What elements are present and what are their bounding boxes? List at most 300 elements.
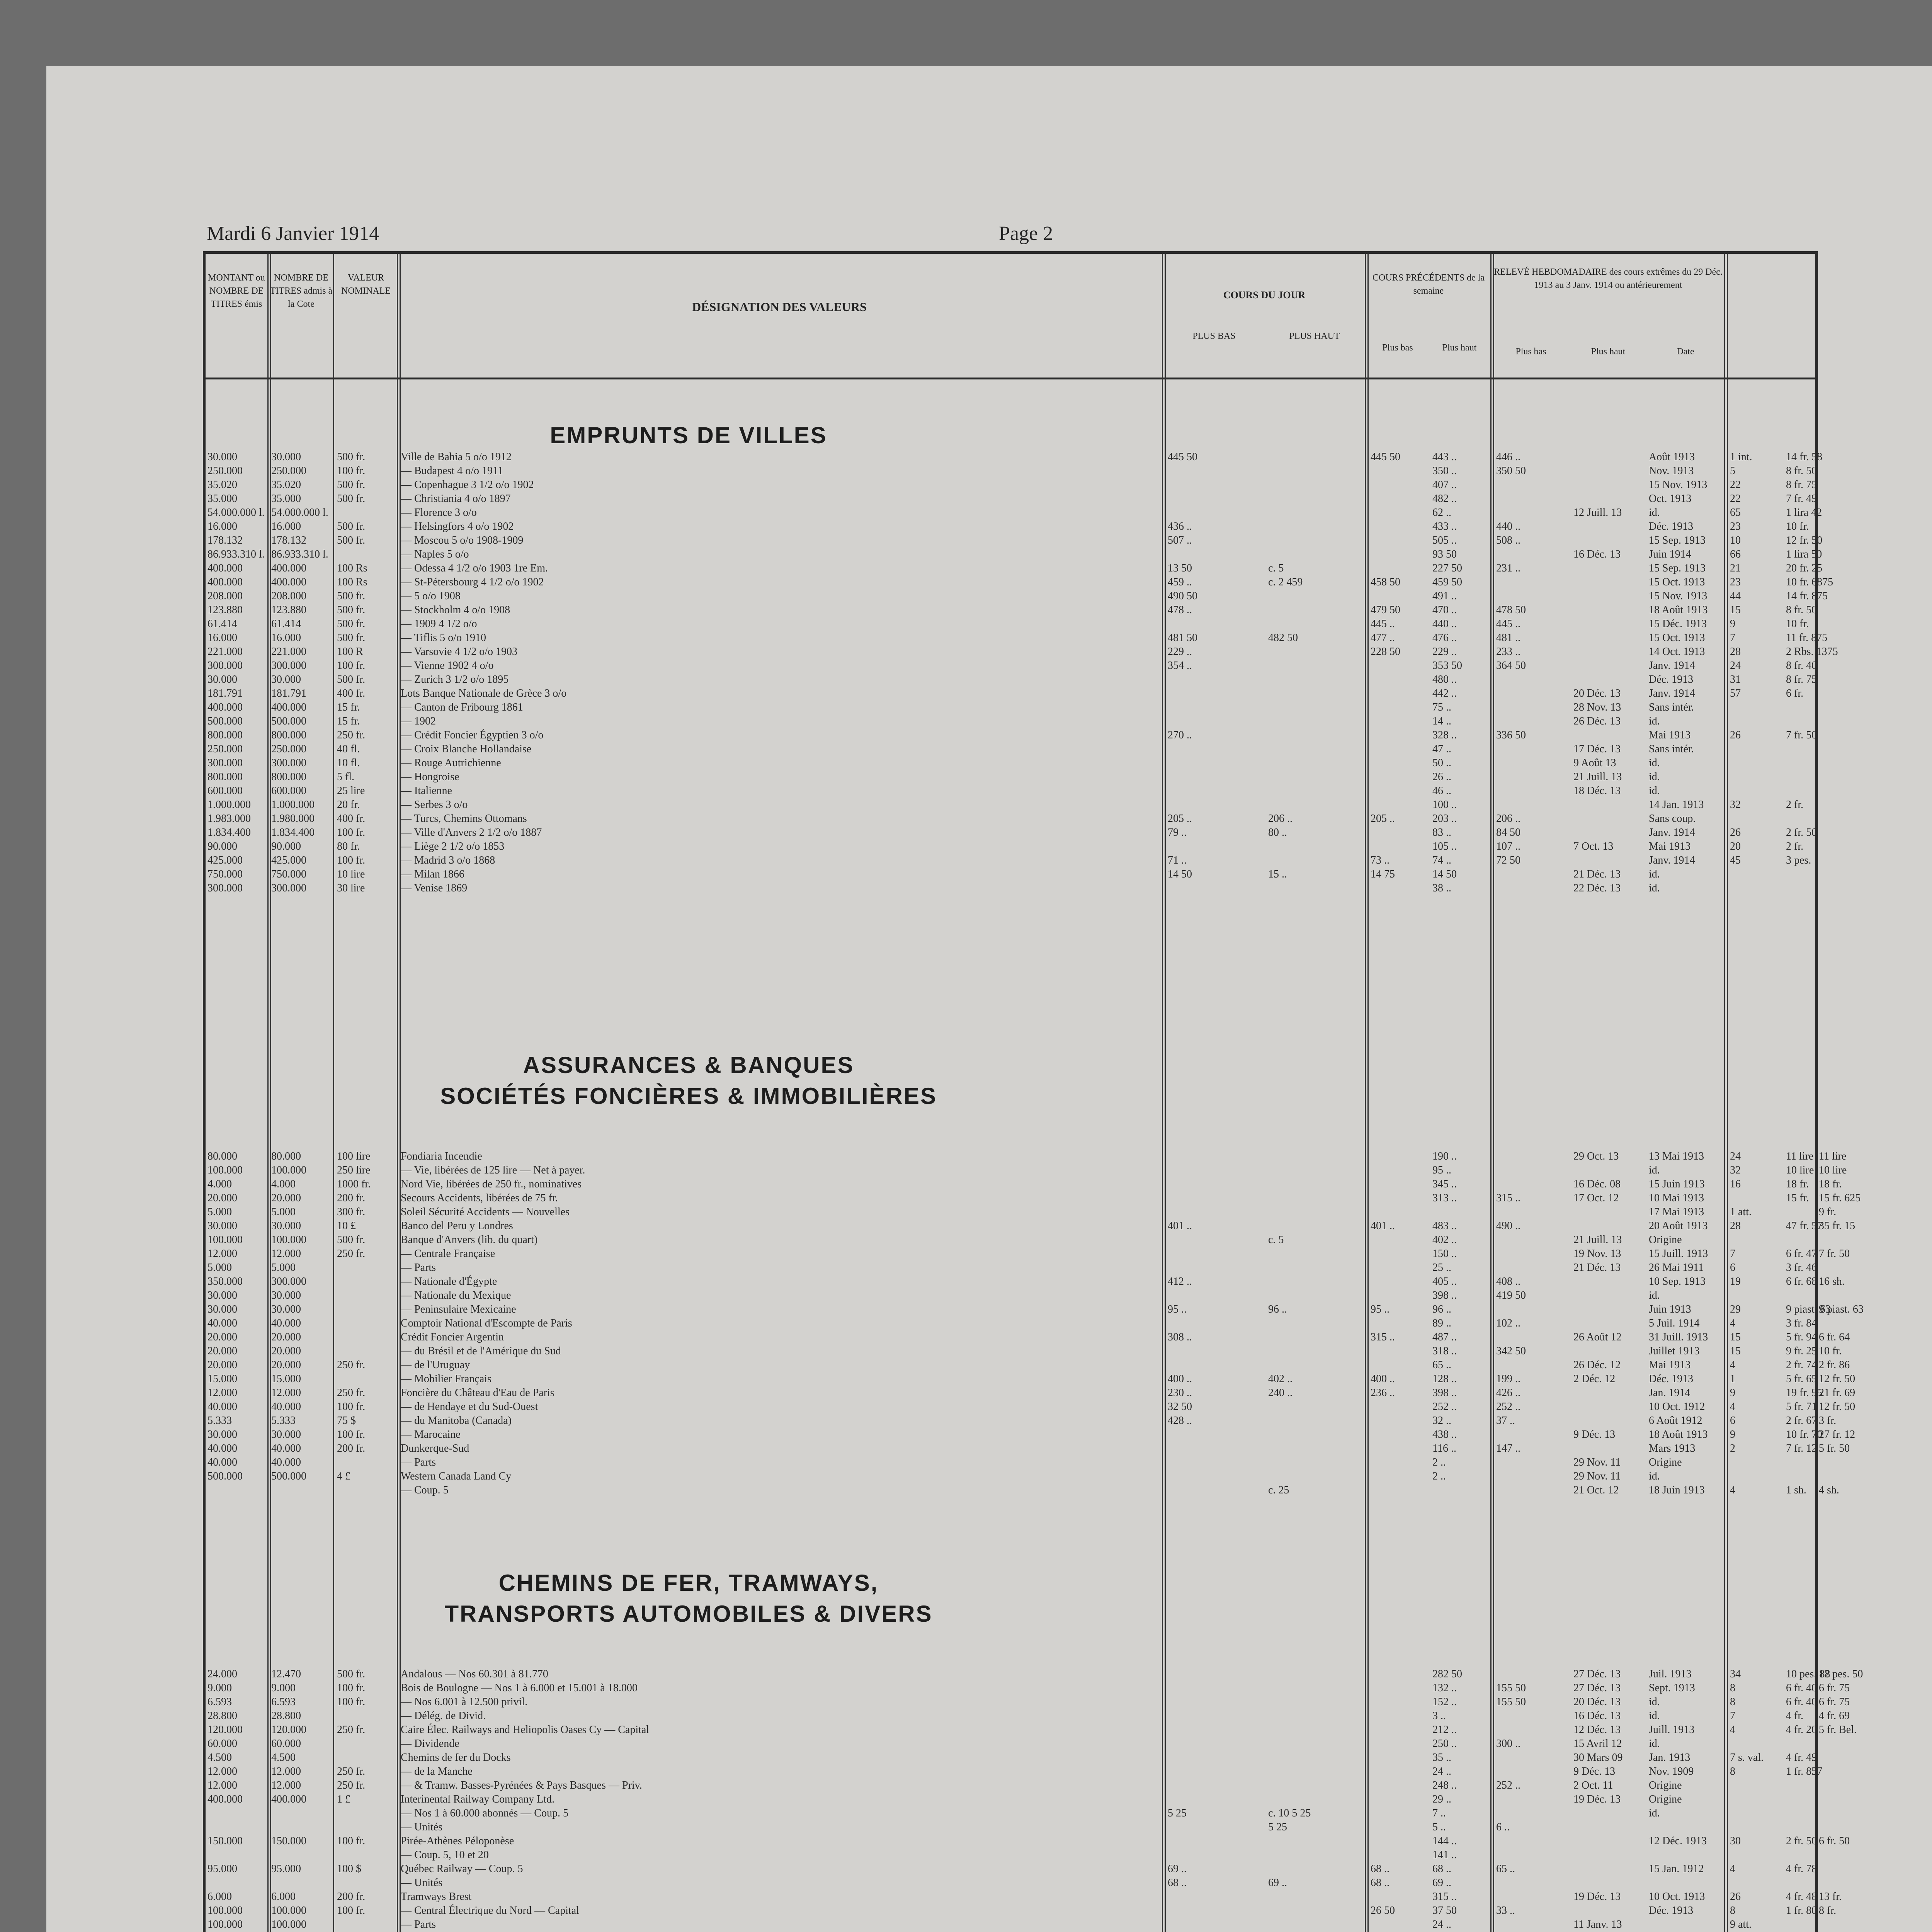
cell-coupon-montant: 15 fr. 625 — [1819, 1192, 1861, 1204]
cell-designation: Lots Banque Nationale de Grèce 3 o/o — [401, 687, 567, 699]
cell-montant: 400.000 — [207, 562, 243, 574]
cell-montant: 425.000 — [207, 854, 243, 866]
cell-prec-haut: 5 .. — [1432, 1821, 1446, 1833]
cell-plus-bas: 308 .. — [1168, 1331, 1192, 1343]
cell-montant: 4.000 — [207, 1178, 232, 1190]
cell-prec-haut: 75 .. — [1432, 701, 1451, 713]
cell-designation: — Moscou 5 o/o 1908-1909 — [401, 534, 524, 546]
cell-coupon-date: 22 — [1730, 493, 1741, 505]
cell-rel-bas: 446 .. — [1496, 451, 1520, 463]
cell-designation: — Central Électrique du Nord — Capital — [401, 1905, 579, 1917]
cell-prec-bas: 68 .. — [1371, 1877, 1389, 1889]
cell-rel-bas: 107 .. — [1496, 840, 1520, 852]
cell-designation: Fondiaria Incendie — [401, 1150, 482, 1162]
cell-designation: — Vie, libérées de 125 lire — Net à payer. — [401, 1164, 585, 1176]
cell-rel-date: Jan. 1913 — [1649, 1752, 1690, 1764]
cell-coupon-date: 1 — [1730, 1373, 1735, 1385]
cell-rel-bas: 147 .. — [1496, 1442, 1520, 1454]
cell-prec-haut: 250 .. — [1432, 1738, 1457, 1750]
cell-nombre: 1.980.000 — [271, 813, 315, 825]
cell-nombre: 12.000 — [271, 1248, 301, 1260]
cell-coupon-no: 47 fr. 57 — [1786, 1220, 1823, 1232]
cell-valeur: 250 fr. — [337, 1359, 366, 1371]
cell-rel-date: id. — [1649, 757, 1660, 769]
cell-montant: 20.000 — [207, 1359, 237, 1371]
cell-montant: 20.000 — [207, 1345, 237, 1357]
cell-nombre: 30.000 — [271, 451, 301, 463]
cell-designation: — Zurich 3 1/2 o/o 1895 — [401, 673, 509, 685]
cell-valeur: 75 $ — [337, 1415, 356, 1427]
cell-montant: 30.000 — [207, 451, 237, 463]
cell-nombre: 61.414 — [271, 618, 301, 630]
cell-prec-haut: 7 .. — [1432, 1807, 1446, 1819]
cell-prec-haut: 74 .. — [1432, 854, 1451, 866]
cell-plus-haut: 80 .. — [1268, 827, 1287, 838]
cell-coupon-no: 4 fr. 78 — [1786, 1863, 1817, 1875]
cell-montant: 1.000.000 — [207, 799, 251, 811]
cell-coupon-date: 32 — [1730, 799, 1741, 811]
col-divider — [1365, 254, 1369, 1932]
cell-rel-date: 18 Août 1913 — [1649, 1429, 1708, 1440]
cell-nombre: 1.834.400 — [271, 827, 315, 838]
cell-coupon-no: 7 fr. 50 — [1786, 729, 1817, 741]
cell-prec-haut: 476 .. — [1432, 632, 1457, 644]
cell-designation: Ville de Bahia 5 o/o 1912 — [401, 451, 512, 463]
cell-plus-bas: 400 .. — [1168, 1373, 1192, 1385]
cell-coupon-no: 14 fr. 58 — [1786, 451, 1823, 463]
cell-coupon-no: 15 fr. — [1786, 1192, 1809, 1204]
cell-valeur: 100 fr. — [337, 1682, 366, 1694]
cell-montant: 30.000 — [207, 1303, 237, 1315]
cell-rel-haut: 12 Déc. 13 — [1573, 1724, 1621, 1736]
cell-nombre: 28.800 — [271, 1710, 301, 1722]
cell-coupon-date: 65 — [1730, 507, 1741, 519]
cell-coupon-montant: 6 fr. 50 — [1819, 1835, 1850, 1847]
cell-prec-haut: 487 .. — [1432, 1331, 1457, 1343]
cell-nombre: 6.593 — [271, 1696, 296, 1708]
cell-coupon-date: 4 — [1730, 1359, 1735, 1371]
cell-montant: 120.000 — [207, 1724, 243, 1736]
cell-prec-haut: 29 .. — [1432, 1793, 1451, 1805]
cell-plus-haut: c. 25 — [1268, 1484, 1289, 1496]
cell-prec-haut: 350 .. — [1432, 465, 1457, 477]
cell-coupon-date: 30 — [1730, 1835, 1741, 1847]
cell-prec-bas: 73 .. — [1371, 854, 1389, 866]
cell-rel-bas: 490 .. — [1496, 1220, 1520, 1232]
cell-nombre: 400.000 — [271, 562, 306, 574]
cell-plus-haut: 482 50 — [1268, 632, 1298, 644]
cell-coupon-no: 1 sh. — [1786, 1484, 1806, 1496]
cell-montant: 30.000 — [207, 1220, 237, 1232]
cell-prec-bas: 205 .. — [1371, 813, 1395, 825]
cell-coupon-no: 3 fr. 84 — [1786, 1317, 1817, 1329]
cell-valeur: 250 fr. — [337, 1724, 366, 1736]
cell-coupon-date: 6 — [1730, 1262, 1735, 1274]
cell-rel-bas: 37 .. — [1496, 1415, 1515, 1427]
cell-coupon-date: 6 — [1730, 1415, 1735, 1427]
cell-montant: 1.834.400 — [207, 827, 251, 838]
cell-montant: 400.000 — [207, 701, 243, 713]
cell-prec-haut: 459 50 — [1432, 576, 1462, 588]
cell-rel-date: 15 Juin 1913 — [1649, 1178, 1705, 1190]
cell-prec-bas: 14 75 — [1371, 868, 1395, 880]
cell-valeur: 250 fr. — [337, 1765, 366, 1777]
cell-rel-date: Oct. 1913 — [1649, 493, 1692, 505]
cell-nombre: 20.000 — [271, 1359, 301, 1371]
cell-nombre: 181.791 — [271, 687, 306, 699]
cell-prec-haut: 95 .. — [1432, 1164, 1451, 1176]
section-title-banques-1: ASSURANCES & BANQUES — [523, 1052, 854, 1078]
cell-rel-bas: 315 .. — [1496, 1192, 1520, 1204]
cell-designation: Caire Élec. Railways and Heliopolis Oases Cy — Capital — [401, 1724, 650, 1736]
cell-prec-haut: 282 50 — [1432, 1668, 1462, 1680]
cell-coupon-no: 6 fr. — [1786, 687, 1804, 699]
cell-coupon-date: 5 — [1730, 465, 1735, 477]
cell-valeur: 1000 fr. — [337, 1178, 371, 1190]
cell-prec-haut: 398 .. — [1432, 1289, 1457, 1301]
cell-designation: Western Canada Land Cy — [401, 1470, 512, 1482]
cell-nombre: 20.000 — [271, 1192, 301, 1204]
cell-rel-haut: 20 Déc. 13 — [1573, 1696, 1621, 1708]
cell-prec-haut: 398 .. — [1432, 1387, 1457, 1399]
cell-valeur: 100 lire — [337, 1150, 371, 1162]
cell-rel-haut: 16 Déc. 08 — [1573, 1178, 1621, 1190]
cell-montant: 20.000 — [207, 1192, 237, 1204]
cell-designation: — Croix Blanche Hollandaise — [401, 743, 532, 755]
cell-rel-date: Jan. 1914 — [1649, 1387, 1690, 1399]
cell-prec-haut: 25 .. — [1432, 1262, 1451, 1274]
cell-nombre: 250.000 — [271, 743, 306, 755]
cell-plus-bas: 490 50 — [1168, 590, 1197, 602]
cell-prec-haut: 37 50 — [1432, 1905, 1457, 1917]
cell-coupon-date: 22 — [1730, 479, 1741, 491]
cell-nombre: 9.000 — [271, 1682, 296, 1694]
cell-designation: — Odessa 4 1/2 o/o 1903 1re Em. — [401, 562, 548, 574]
cell-rel-date: Mars 1913 — [1649, 1442, 1696, 1454]
cell-prec-bas: 458 50 — [1371, 576, 1400, 588]
cell-coupon-no: 6 fr. 40 — [1786, 1696, 1817, 1708]
cell-coupon-no: 9 piast. 63 — [1786, 1303, 1831, 1315]
cell-prec-haut: 144 .. — [1432, 1835, 1457, 1847]
cell-valeur: 10 fl. — [337, 757, 360, 769]
cell-coupon-date: 20 — [1730, 840, 1741, 852]
cell-nombre: 40.000 — [271, 1442, 301, 1454]
cell-rel-date: Origine — [1649, 1779, 1682, 1791]
cell-designation: — de la Manche — [401, 1765, 473, 1777]
cell-coupon-date: 23 — [1730, 576, 1741, 588]
cell-coupon-date: 8 — [1730, 1765, 1735, 1777]
cell-coupon-montant: 6 fr. 75 — [1819, 1682, 1850, 1694]
cell-coupon-date: 15 — [1730, 1331, 1741, 1343]
cell-montant: 24.000 — [207, 1668, 237, 1680]
cell-coupon-montant: 10 lire — [1819, 1164, 1847, 1176]
cell-designation: — Unités — [401, 1821, 443, 1833]
cell-coupon-no: 2 fr. 50 — [1786, 827, 1817, 838]
cell-designation: — Italienne — [401, 785, 452, 797]
cell-prec-haut: 315 .. — [1432, 1891, 1457, 1903]
cell-montant: 150.000 — [207, 1835, 243, 1847]
cell-rel-date: id. — [1649, 1710, 1660, 1722]
cell-rel-haut: 9 Déc. 13 — [1573, 1765, 1616, 1777]
cell-coupon-no: 3 pes. — [1786, 854, 1811, 866]
issue-date: Mardi 6 Janvier 1914 — [207, 223, 379, 245]
cell-designation: — Ville d'Anvers 2 1/2 o/o 1887 — [401, 827, 542, 838]
cell-valeur: 250 fr. — [337, 1248, 366, 1260]
cell-valeur: 250 lire — [337, 1164, 371, 1176]
cell-valeur: 100 fr. — [337, 1696, 366, 1708]
cell-rel-date: 31 Juill. 1913 — [1649, 1331, 1708, 1343]
cell-montant: 9.000 — [207, 1682, 232, 1694]
cell-coupon-no: 10 fr. 70 — [1786, 1429, 1823, 1440]
cell-rel-bas: 445 .. — [1496, 618, 1520, 630]
cell-prec-haut: 14 50 — [1432, 868, 1457, 880]
cell-montant: 4.500 — [207, 1752, 232, 1764]
cell-coupon-no: 8 fr. 50 — [1786, 604, 1817, 616]
cell-coupon-date: 66 — [1730, 548, 1741, 560]
cell-designation: — Unités — [401, 1877, 443, 1889]
cell-coupon-no: 4 fr. 20 — [1786, 1724, 1817, 1736]
cell-designation: — Parts — [401, 1456, 436, 1468]
cell-rel-bas: 350 50 — [1496, 465, 1526, 477]
cell-nombre: 16.000 — [271, 632, 301, 644]
cell-plus-bas: 32 50 — [1168, 1401, 1192, 1413]
cell-coupon-no: 10 fr. — [1786, 520, 1809, 532]
cell-valeur: 100 fr. — [337, 1401, 366, 1413]
cell-rel-bas: 102 .. — [1496, 1317, 1520, 1329]
cell-nombre: 123.880 — [271, 604, 306, 616]
cell-coupon-no: 7 fr. 12 — [1786, 1442, 1817, 1454]
cell-rel-date: Origine — [1649, 1234, 1682, 1246]
cell-montant: 16.000 — [207, 520, 237, 532]
cell-montant: 5.000 — [207, 1206, 232, 1218]
cell-rel-bas: 206 .. — [1496, 813, 1520, 825]
cell-plus-bas: 401 .. — [1168, 1220, 1192, 1232]
cell-plus-bas: 205 .. — [1168, 813, 1192, 825]
cell-montant: 178.132 — [207, 534, 243, 546]
cell-valeur: 100 fr. — [337, 465, 366, 477]
cell-prec-haut: 100 .. — [1432, 799, 1457, 811]
cell-valeur: 100 $ — [337, 1863, 361, 1875]
cell-nombre: 12.000 — [271, 1779, 301, 1791]
cell-prec-haut: 62 .. — [1432, 507, 1451, 519]
cell-rel-bas: 33 .. — [1496, 1905, 1515, 1917]
cell-prec-haut: 470 .. — [1432, 604, 1457, 616]
cell-plus-haut: 206 .. — [1268, 813, 1293, 825]
cell-nombre: 20.000 — [271, 1345, 301, 1357]
cell-nombre: 250.000 — [271, 465, 306, 477]
cell-plus-bas: 354 .. — [1168, 660, 1192, 672]
cell-valeur: 250 fr. — [337, 1387, 366, 1399]
cell-plus-bas: 459 .. — [1168, 576, 1192, 588]
cell-rel-haut: 11 Janv. 13 — [1573, 1918, 1622, 1930]
cell-montant: 30.000 — [207, 673, 237, 685]
cell-plus-haut: c. 2 459 — [1268, 576, 1303, 588]
cell-coupon-date: 8 — [1730, 1696, 1735, 1708]
cell-designation: — de l'Uruguay — [401, 1359, 470, 1371]
cell-montant: 35.000 — [207, 493, 237, 505]
cell-coupon-no: 7 fr. 49 — [1786, 493, 1817, 505]
cell-designation: — Nationale du Mexique — [401, 1289, 511, 1301]
cell-coupon-date: 19 — [1730, 1276, 1741, 1287]
cell-rel-date: id. — [1649, 1738, 1660, 1750]
cell-nombre: 208.000 — [271, 590, 306, 602]
cell-coupon-montant: 5 fr. 50 — [1819, 1442, 1850, 1454]
col-valeur: VALEUR NOMINALE — [341, 273, 391, 296]
cell-prec-haut: 505 .. — [1432, 534, 1457, 546]
col-releve: RELEVÉ HEBDOMADAIRE des cours extrêmes du 29 Déc. 1913 au 3 Janv. 1914 ou antérieurement — [1494, 267, 1723, 290]
cell-montant: 208.000 — [207, 590, 243, 602]
cell-montant: 35.020 — [207, 479, 237, 491]
cell-coupon-date: 4 — [1730, 1317, 1735, 1329]
cell-rel-bas: 508 .. — [1496, 534, 1520, 546]
cell-prec-haut: 407 .. — [1432, 479, 1457, 491]
cell-rel-date: id. — [1649, 715, 1660, 727]
cell-valeur: 500 fr. — [337, 451, 366, 463]
cell-valeur: 100 fr. — [337, 660, 366, 672]
cell-montant: 5.000 — [207, 1262, 232, 1274]
cell-plus-bas: 79 .. — [1168, 827, 1187, 838]
cell-prec-bas: 401 .. — [1371, 1220, 1395, 1232]
cell-rel-date: Juin 1914 — [1649, 548, 1691, 560]
cell-montant: 100.000 — [207, 1905, 243, 1917]
cell-prec-haut: 38 .. — [1432, 882, 1451, 894]
cell-valeur: 80 fr. — [337, 840, 360, 852]
cell-rel-haut: 22 Déc. 13 — [1573, 882, 1621, 894]
cell-prec-haut: 491 .. — [1432, 590, 1457, 602]
cell-designation: — Budapest 4 o/o 1911 — [401, 465, 503, 477]
cell-designation: — Madrid 3 o/o 1868 — [401, 854, 495, 866]
cell-rel-date: id. — [1649, 868, 1660, 880]
cell-nombre: 150.000 — [271, 1835, 306, 1847]
cell-montant: 90.000 — [207, 840, 237, 852]
cell-rel-haut: 2 Déc. 12 — [1573, 1373, 1616, 1385]
cell-coupon-no: 2 Rbs. 1375 — [1786, 646, 1838, 658]
section-title-chemins-2: TRANSPORTS AUTOMOBILES & DIVERS — [444, 1601, 933, 1627]
cell-prec-haut: 318 .. — [1432, 1345, 1457, 1357]
cell-coupon-montant: 5 fr. Bel. — [1819, 1724, 1857, 1736]
cell-rel-date: 15 Jan. 1912 — [1649, 1863, 1704, 1875]
cell-valeur: 100 fr. — [337, 1835, 366, 1847]
cell-prec-haut: 328 .. — [1432, 729, 1457, 741]
cell-coupon-no: 20 fr. 25 — [1786, 562, 1823, 574]
cell-rel-date: id. — [1649, 1289, 1660, 1301]
cell-prec-haut: 405 .. — [1432, 1276, 1457, 1287]
cell-coupon-montant: 18 fr. — [1819, 1178, 1842, 1190]
cell-designation: — Parts — [401, 1262, 436, 1274]
cell-rel-bas: 65 .. — [1496, 1863, 1515, 1875]
cell-rel-date: 14 Oct. 1913 — [1649, 646, 1705, 658]
cell-coupon-date: 2 — [1730, 1442, 1735, 1454]
cell-montant: 86.933.310 l. — [207, 548, 265, 560]
cell-nombre: 100.000 — [271, 1918, 306, 1930]
cell-nombre: 12.470 — [271, 1668, 301, 1680]
cell-valeur: 10 £ — [337, 1220, 356, 1232]
cell-coupon-date: 16 — [1730, 1178, 1741, 1190]
cell-nombre: 15.000 — [271, 1373, 301, 1385]
cell-montant: 5.333 — [207, 1415, 232, 1427]
cell-plus-haut: c. 5 — [1268, 562, 1284, 574]
cell-plus-bas: 478 .. — [1168, 604, 1192, 616]
col-cours-jour: COURS DU JOUR — [1223, 289, 1306, 301]
cell-nombre: 12.000 — [271, 1387, 301, 1399]
cell-coupon-no: 2 fr. 67 — [1786, 1415, 1817, 1427]
cell-rel-bas: 440 .. — [1496, 520, 1520, 532]
cell-prec-haut: 141 .. — [1432, 1849, 1457, 1861]
cell-montant: 6.000 — [207, 1891, 232, 1903]
cell-prec-haut: 2 .. — [1432, 1470, 1446, 1482]
col-plus-bas: PLUS BAS — [1192, 331, 1236, 341]
cell-rel-date: 13 Mai 1913 — [1649, 1150, 1704, 1162]
cell-coupon-date: 15 — [1730, 1345, 1741, 1357]
cell-montant: 20.000 — [207, 1331, 237, 1343]
cell-nombre: 100.000 — [271, 1905, 306, 1917]
cell-coupon-date: 24 — [1730, 1150, 1741, 1162]
cell-designation: — 1902 — [401, 715, 436, 727]
cell-rel-date: Mai 1913 — [1649, 840, 1691, 852]
cell-montant: 300.000 — [207, 882, 243, 894]
cell-valeur: 100 Rs — [337, 576, 367, 588]
cell-prec-haut: 190 .. — [1432, 1150, 1457, 1162]
cell-plus-bas: 71 .. — [1168, 854, 1187, 866]
cell-nombre: 12.000 — [271, 1765, 301, 1777]
cell-prec-haut: 132 .. — [1432, 1682, 1457, 1694]
cell-rel-haut: 12 Juill. 13 — [1573, 507, 1622, 519]
cell-rel-date: 6 Août 1912 — [1649, 1415, 1702, 1427]
cell-valeur: 500 fr. — [337, 618, 366, 630]
cell-prec-haut: 345 .. — [1432, 1178, 1457, 1190]
cell-coupon-montant: 12 pes. 50 — [1819, 1668, 1863, 1680]
cell-coupon-no: 6 fr. 47 — [1786, 1248, 1817, 1260]
cell-rel-haut: 9 Août 13 — [1573, 757, 1616, 769]
cell-rel-date: id. — [1649, 771, 1660, 783]
cell-nombre: 30.000 — [271, 1429, 301, 1440]
cell-rel-haut: 16 Déc. 13 — [1573, 548, 1621, 560]
cell-prec-bas: 315 .. — [1371, 1331, 1395, 1343]
cell-rel-date: Sans coup. — [1649, 813, 1696, 825]
cell-rel-date: Déc. 1913 — [1649, 673, 1694, 685]
cell-rel-date: 14 Jan. 1913 — [1649, 799, 1704, 811]
cell-montant: 400.000 — [207, 576, 243, 588]
cell-coupon-date: 57 — [1730, 687, 1741, 699]
cell-coupon-date: 32 — [1730, 1164, 1741, 1176]
cell-nombre: 221.000 — [271, 646, 306, 658]
cell-montant: 40.000 — [207, 1456, 237, 1468]
cell-montant: 30.000 — [207, 1289, 237, 1301]
cell-rel-date: 15 Nov. 1913 — [1649, 479, 1708, 491]
cell-coupon-montant: 16 sh. — [1819, 1276, 1845, 1287]
cell-prec-haut: 116 .. — [1432, 1442, 1456, 1454]
cell-nombre: 30.000 — [271, 1303, 301, 1315]
cell-designation: — & Tramw. Basses-Pyrénées & Pays Basques — Priv. — [401, 1779, 642, 1791]
cell-rel-date: Janv. 1914 — [1649, 660, 1695, 672]
cell-rel-haut: 20 Déc. 13 — [1573, 687, 1621, 699]
cell-coupon-no: 4 fr. 48 — [1786, 1891, 1817, 1903]
cell-designation: — Varsovie 4 1/2 o/o 1903 — [401, 646, 518, 658]
cell-designation: — du Manitoba (Canada) — [401, 1415, 512, 1427]
cell-rel-haut: 18 Déc. 13 — [1573, 785, 1621, 797]
cell-montant: 250.000 — [207, 465, 243, 477]
cell-montant: 12.000 — [207, 1387, 237, 1399]
cell-montant: 181.791 — [207, 687, 243, 699]
cell-nombre: 5.000 — [271, 1206, 296, 1218]
cell-rel-date: Déc. 1913 — [1649, 1373, 1694, 1385]
cell-montant: 800.000 — [207, 729, 243, 741]
cell-prec-haut: 203 .. — [1432, 813, 1457, 825]
cell-plus-haut: 402 .. — [1268, 1373, 1293, 1385]
cell-rel-bas: 155 50 — [1496, 1682, 1526, 1694]
cell-designation: — Vienne 1902 4 o/o — [401, 660, 494, 672]
cell-designation: — Serbes 3 o/o — [401, 799, 468, 811]
